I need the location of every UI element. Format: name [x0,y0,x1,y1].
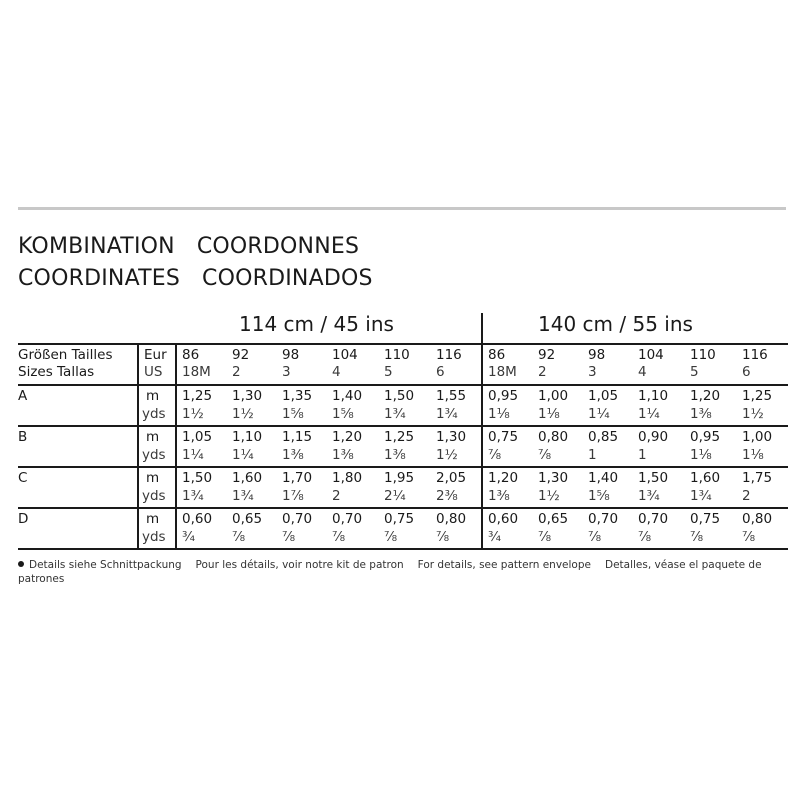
size-eur: 104 [638,347,664,363]
amount-m: 0,90 [638,429,669,445]
amount-m: 1,50 [638,470,669,486]
amount-m: 1,40 [588,470,619,486]
amount-m: 0,75 [690,511,721,527]
size-us: 2 [538,364,547,380]
amount-m: 0,60 [488,511,519,527]
size-eur: 86 [488,347,506,363]
unit-m: m [146,470,160,486]
amount-m: 1,50 [182,470,213,486]
size-us: 18M [488,364,517,380]
amount-yds: 1⅛ [690,447,712,463]
amount-m: 1,30 [232,388,263,404]
amount-yds: 1 [588,447,597,463]
view-label: B [18,429,28,445]
size-eur: 92 [538,347,556,363]
col-divider-labels [137,343,139,548]
amount-m: 2,05 [436,470,467,486]
amount-m: 0,60 [182,511,213,527]
amount-yds: 1 [638,447,647,463]
amount-m: 1,80 [332,470,363,486]
unit-m: m [146,429,160,445]
amount-m: 1,25 [182,388,213,404]
amount-m: 1,30 [538,470,569,486]
amount-yds: 2 [332,488,341,504]
amount-yds: 2 [742,488,751,504]
amount-yds: 1⅝ [588,488,610,504]
top-divider [18,207,786,210]
amount-yds: ⅞ [538,529,552,545]
amount-yds: 1⅝ [282,406,304,422]
note-es: Detalles, véase el paquete de patrones [18,559,762,585]
size-eur: 98 [282,347,300,363]
amount-yds: 1½ [436,447,458,463]
row-divider [18,425,788,427]
amount-yds: 1¼ [182,447,204,463]
amount-yds: 1⅜ [488,488,510,504]
unit-yds: yds [142,406,166,422]
amount-m: 1,10 [638,388,669,404]
amount-yds: 1⅛ [742,447,764,463]
unit-yds: yds [142,447,166,463]
amount-m: 0,95 [690,429,721,445]
size-us: 6 [436,364,445,380]
amount-m: 1,50 [384,388,415,404]
amount-m: 1,35 [282,388,313,404]
row-divider [18,466,788,468]
amount-yds: 1¾ [182,488,204,504]
amount-yds: ⅞ [232,529,246,545]
amount-m: 1,00 [538,388,569,404]
size-us: 2 [232,364,241,380]
amount-m: 0,70 [332,511,363,527]
amount-yds: ¾ [182,529,196,545]
size-unit-eur: Eur [144,347,167,363]
note-fr: Pour les détails, voir notre kit de patron [195,559,404,571]
amount-m: 0,95 [488,388,519,404]
amount-yds: 1⅜ [332,447,354,463]
amount-yds: ⅞ [436,529,450,545]
size-us: 4 [638,364,647,380]
amount-m: 1,20 [332,429,363,445]
footer-notes [18,558,778,586]
size-us: 5 [384,364,393,380]
amount-m: 1,25 [384,429,415,445]
size-eur: 92 [232,347,250,363]
unit-yds: yds [142,488,166,504]
amount-yds: 1¼ [588,406,610,422]
amount-yds: ⅞ [538,447,552,463]
amount-m: 1,05 [588,388,619,404]
amount-m: 0,75 [384,511,415,527]
amount-m: 0,65 [232,511,263,527]
amount-m: 1,60 [690,470,721,486]
bullet-icon [18,561,24,567]
size-eur: 116 [742,347,768,363]
amount-m: 1,05 [182,429,213,445]
view-label: D [18,511,29,527]
amount-m: 0,80 [436,511,467,527]
amount-m: 1,75 [742,470,773,486]
amount-yds: 1¾ [384,406,406,422]
table-bottom-rule [18,548,788,550]
view-label: A [18,388,28,404]
amount-m: 0,80 [742,511,773,527]
amount-m: 0,70 [282,511,313,527]
amount-yds: ⅞ [690,529,704,545]
amount-yds: ⅞ [332,529,346,545]
size-us: 4 [332,364,341,380]
size-us: 5 [690,364,699,380]
fabric-width-140: 140 cm / 55 ins [538,312,693,336]
size-eur: 110 [690,347,716,363]
amount-yds: ⅞ [638,529,652,545]
amount-m: 0,85 [588,429,619,445]
amount-yds: ⅞ [282,529,296,545]
amount-yds: 1½ [182,406,204,422]
amount-yds: 1½ [538,488,560,504]
amount-yds: 1¾ [638,488,660,504]
amount-m: 1,00 [742,429,773,445]
title-coordonnes: COORDONNES [196,234,360,259]
size-unit-us: US [144,364,163,380]
title-line-2 [18,266,373,292]
note-en: For details, see pattern envelope [417,559,591,571]
size-us: 6 [742,364,751,380]
row-divider [18,507,788,509]
amount-yds: ⅞ [384,529,398,545]
note-de: Details siehe Schnittpackung [29,559,182,571]
amount-yds: 2¼ [384,488,406,504]
amount-m: 1,55 [436,388,467,404]
amount-m: 1,30 [436,429,467,445]
amount-yds: 1¾ [436,406,458,422]
title-kombination: KOMBINATION [18,234,175,259]
amount-yds: 1⅞ [282,488,304,504]
amount-m: 1,25 [742,388,773,404]
fabric-width-114: 114 cm / 45 ins [239,312,394,336]
amount-yds: 2⅜ [436,488,458,504]
amount-yds: 1⅜ [384,447,406,463]
amount-yds: ⅞ [488,447,502,463]
amount-m: 1,60 [232,470,263,486]
size-eur: 86 [182,347,200,363]
amount-yds: ⅞ [742,529,756,545]
size-label-de-fr: Größen Tailles [18,347,113,363]
view-label: C [18,470,28,486]
amount-yds: 1⅜ [690,406,712,422]
amount-m: 0,70 [588,511,619,527]
amount-m: 0,80 [538,429,569,445]
size-eur: 98 [588,347,606,363]
amount-yds: ⅞ [588,529,602,545]
amount-yds: 1¼ [232,447,254,463]
size-us: 3 [588,364,597,380]
title-coordinates: COORDINATES [18,266,181,291]
size-eur: 110 [384,347,410,363]
amount-yds: 1¼ [638,406,660,422]
size-us: 3 [282,364,291,380]
amount-m: 1,70 [282,470,313,486]
amount-yds: 1⅝ [332,406,354,422]
amount-yds: 1⅜ [282,447,304,463]
unit-m: m [146,388,160,404]
size-eur: 116 [436,347,462,363]
size-label-en-es: Sizes Tallas [18,364,95,380]
amount-m: 0,75 [488,429,519,445]
amount-yds: 1¾ [690,488,712,504]
unit-yds: yds [142,529,166,545]
amount-m: 1,15 [282,429,313,445]
size-eur: 104 [332,347,358,363]
amount-m: 0,65 [538,511,569,527]
amount-m: 1,10 [232,429,263,445]
col-divider-fabric [481,313,483,548]
amount-yds: 1¾ [232,488,254,504]
amount-m: 0,70 [638,511,669,527]
header-top-rule [18,343,788,345]
title-coordinados: COORDINADOS [202,266,373,291]
title-line-1 [18,234,359,260]
amount-yds: 1½ [232,406,254,422]
unit-m: m [146,511,160,527]
amount-yds: 1⅛ [538,406,560,422]
amount-m: 1,20 [690,388,721,404]
col-divider-units [175,343,177,548]
amount-m: 1,20 [488,470,519,486]
amount-yds: ¾ [488,529,502,545]
size-us: 18M [182,364,211,380]
header-bottom-rule [18,384,788,386]
amount-yds: 1½ [742,406,764,422]
amount-m: 1,95 [384,470,415,486]
amount-m: 1,40 [332,388,363,404]
amount-yds: 1⅛ [488,406,510,422]
